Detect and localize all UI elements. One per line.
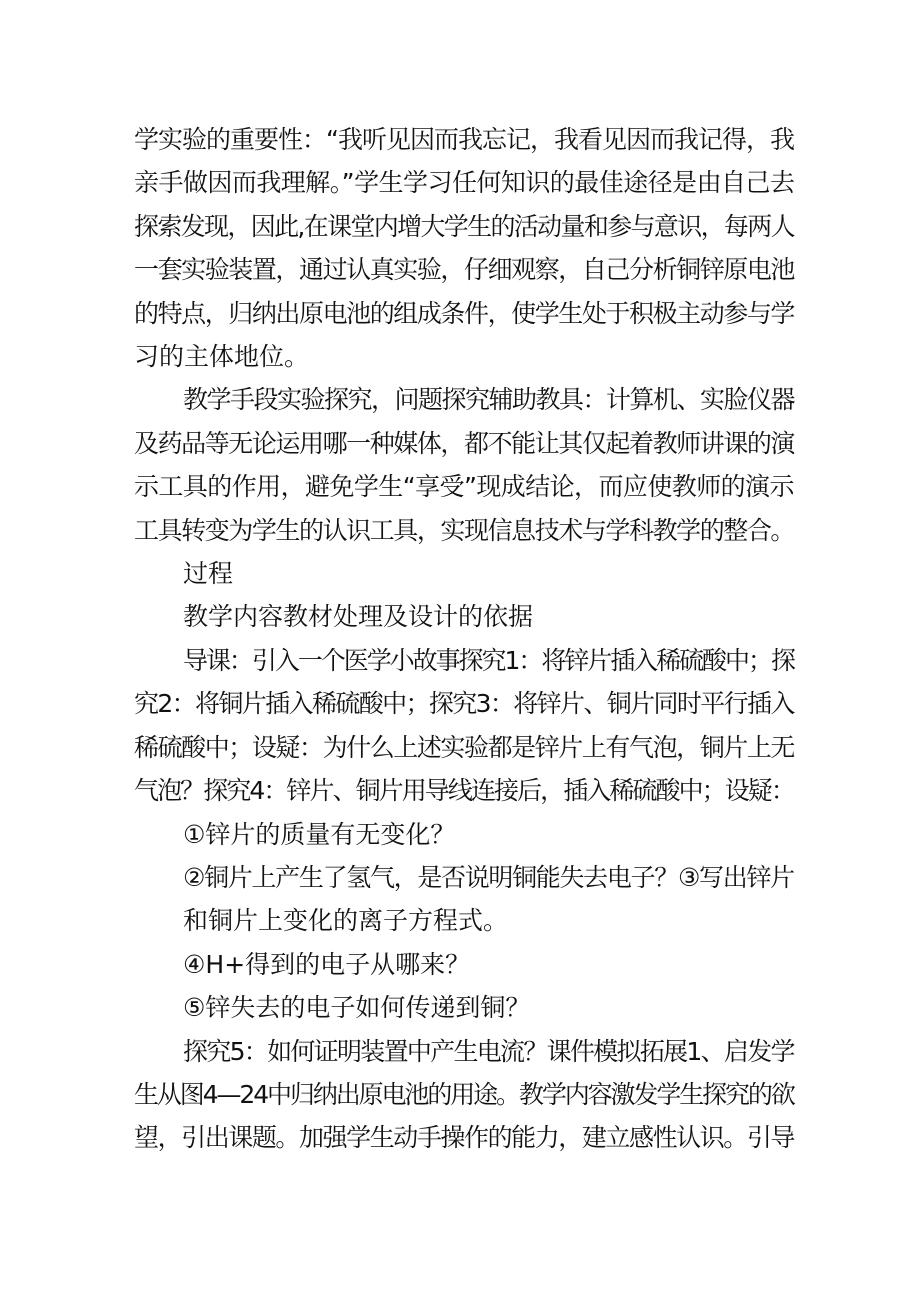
text-line: 习的主体地位。 bbox=[134, 342, 310, 372]
section-heading: 教学内容教材处理及设计的依据 bbox=[183, 602, 534, 632]
text-line: 望，引出课题。加强学生动手操作的能力，建立感性认识。引导 bbox=[134, 1123, 795, 1153]
text-line: 气泡？探究4：锌片、铜片用导线连接后，插入稀硫酸中；设疑： bbox=[134, 776, 794, 806]
list-item: ②铜片上产生了氢气，是否说明铜能失去电子？③写出锌片 bbox=[183, 862, 794, 892]
list-item: 和铜片上变化的离子方程式。 bbox=[183, 906, 509, 936]
text-line: 稀硫酸中；设疑：为什么上述实验都是锌片上有气泡，铜片上无 bbox=[134, 732, 795, 762]
text-line: 导课：引入一个医学小故事探究1：将锌片插入稀硫酸中；探 bbox=[183, 645, 794, 675]
text-line: 的特点，归纳出原电池的组成条件，使学生处于积极主动参与学 bbox=[134, 298, 795, 328]
list-item: ④H+得到的电子从哪来？ bbox=[183, 949, 471, 979]
document-body bbox=[134, 118, 794, 1160]
text-line: 究2：将铜片插入稀硫酸中；探究3：将锌片、铜片同时平行插入 bbox=[134, 689, 794, 719]
text-line: 示工具的作用，避免学生“享受”现成结论，而应使教师的演示 bbox=[134, 472, 794, 502]
text-line: 一套实验装置，通过认真实验，仔细观察，自己分析铜锌原电池 bbox=[134, 255, 795, 285]
text-line: 探索发现，因此,在课堂内增大学生的活动量和参与意识，每两人 bbox=[134, 211, 794, 241]
section-heading: 过程 bbox=[183, 559, 234, 589]
text-line: 教学手段实验探究，问题探究辅助教具：计算机、实脸仪器 bbox=[183, 385, 795, 415]
text-line: 及药品等无论运用哪一种媒体，都不能让其仅起着教师讲课的演 bbox=[134, 428, 795, 458]
text-line: 学实验的重要性：“我听见因而我忘记，我看见因而我记得，我 bbox=[134, 125, 794, 154]
text-line: 探究5：如何证明装置中产生电流？课件模拟拓展1、启发学 bbox=[183, 1036, 794, 1066]
text-line: 生从图4—24中归纳出原电池的用途。教学内容激发学生探究的欲 bbox=[134, 1079, 794, 1109]
list-item: ⑤锌失去的电子如何传递到铜？ bbox=[183, 993, 531, 1023]
list-item: ①锌片的质量有无变化？ bbox=[183, 819, 456, 849]
text-line: 亲手做因而我理解。”学生学习任何知识的最佳途径是由自己去 bbox=[134, 168, 795, 198]
text-line: 工具转变为学生的认识工具，实现信息技术与学科教学的整合。 bbox=[134, 515, 795, 545]
